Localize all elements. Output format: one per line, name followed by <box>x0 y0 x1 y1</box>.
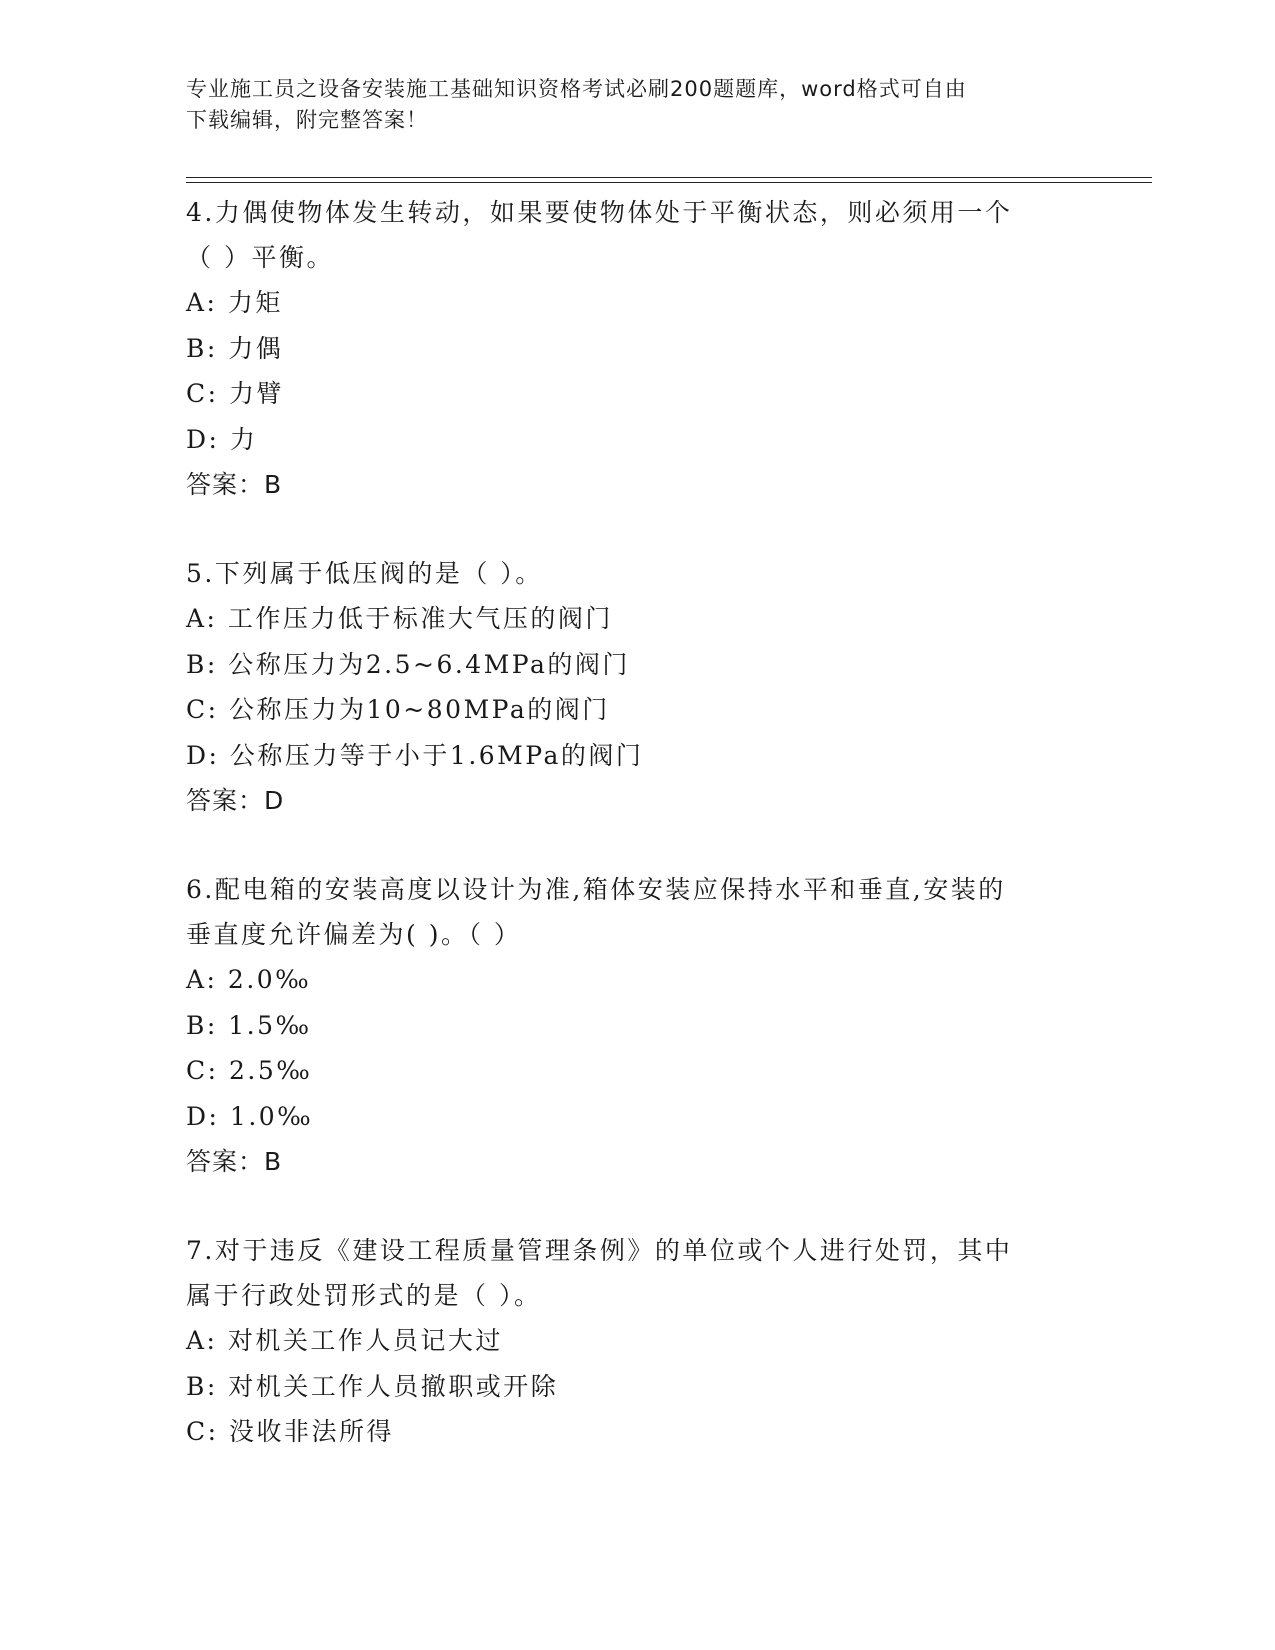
answer-line <box>186 462 1086 507</box>
question-list <box>186 190 1086 1499</box>
option-b: B: 力偶 <box>186 333 284 363</box>
question-stem-line: 4.力偶使物体发生转动，如果要使物体处于平衡状态，则必须用一个 <box>186 198 1013 227</box>
option-d: D: 1.0‰ <box>186 1101 314 1131</box>
answer-line <box>186 778 1086 823</box>
question-stem-line: 5.下列属于低压阀的是（ ）。 <box>186 559 543 588</box>
question-stem-line: 6.配电箱的安装高度以设计为准,箱体安装应保持水平和垂直,安装的 <box>186 875 1006 904</box>
document-header <box>186 74 1086 136</box>
question-stem-line: 7.对于违反《建设工程质量管理条例》的单位或个人进行处罚，其中 <box>186 1236 1013 1265</box>
answer-value: B <box>264 470 282 499</box>
option-b: B: 公称压力为2.5~6.4MPa的阀门 <box>186 649 630 679</box>
question-stem-line: （ ）平衡。 <box>186 243 334 272</box>
question-6 <box>186 867 1086 1184</box>
option-b: B: 对机关工作人员撤职或开除 <box>186 1371 559 1401</box>
answer-label: 答案： <box>186 786 265 815</box>
header-divider-bottom <box>186 182 1152 183</box>
option-b: B: 1.5‰ <box>186 1010 312 1040</box>
header-title-line-1: 专业施工员之设备安装施工基础知识资格考试必刷200题题库，word格式可自由 <box>186 77 967 101</box>
option-d: D: 公称压力等于小于1.6MPa的阀门 <box>186 740 644 770</box>
answer-label: 答案： <box>186 470 265 499</box>
option-c: C: 2.5‰ <box>186 1056 313 1085</box>
option-a: A: 对机关工作人员记大过 <box>186 1326 503 1355</box>
option-c: C: 力臂 <box>186 379 284 408</box>
header-title-line-2: 下载编辑，附完整答案！ <box>186 108 428 132</box>
question-7 <box>186 1228 1086 1455</box>
question-stem-line: 属于行政处罚形式的是（ ）。 <box>186 1281 542 1310</box>
answer-line <box>186 1139 1086 1184</box>
option-a: A: 力矩 <box>186 288 283 317</box>
question-4 <box>186 190 1086 507</box>
option-d: D: 力 <box>186 424 258 454</box>
option-c: C: 没收非法所得 <box>186 1417 394 1446</box>
question-stem-line: 垂直度允许偏差为( )。（ ） <box>186 920 522 949</box>
option-c: C: 公称压力为10~80MPa的阀门 <box>186 695 610 724</box>
option-a: A: 工作压力低于标准大气压的阀门 <box>186 604 613 633</box>
answer-value: D <box>264 786 284 815</box>
answer-value: B <box>264 1147 282 1176</box>
header-divider-top <box>186 177 1152 178</box>
answer-label: 答案： <box>186 1147 265 1176</box>
option-a: A: 2.0‰ <box>186 965 312 994</box>
question-5 <box>186 551 1086 823</box>
